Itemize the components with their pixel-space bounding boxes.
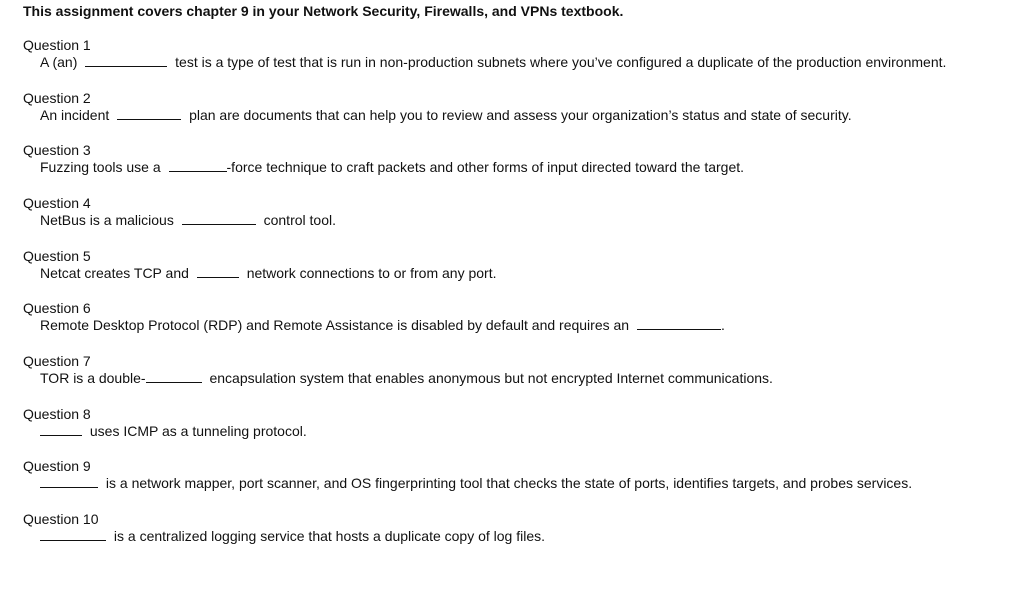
question-label: Question 6 (23, 300, 91, 316)
question-2 (23, 90, 1023, 125)
question-text-before: An incident (40, 107, 110, 123)
question-label: Question 5 (23, 248, 91, 264)
answer-blank[interactable] (169, 159, 227, 172)
question-8 (23, 406, 1023, 441)
question-label: Question 3 (23, 142, 91, 158)
question-text (40, 370, 1023, 388)
question-text (40, 212, 1023, 230)
question-text-after: is a network mapper, port scanner, and OS fingerprinting tool that checks the state of ports, identifies targets, and probes services. (105, 475, 913, 491)
answer-blank[interactable] (182, 212, 256, 225)
answer-blank[interactable] (197, 265, 239, 278)
question-text (40, 528, 1023, 546)
question-9 (23, 458, 1023, 493)
question-text-after: network connections to or from any port. (246, 265, 497, 281)
question-text (40, 317, 1023, 335)
question-text-after: control tool. (263, 212, 336, 228)
question-text (40, 423, 1023, 441)
question-label: Question 7 (23, 353, 91, 369)
question-text-after: uses ICMP as a tunneling protocol. (89, 423, 307, 439)
question-text-before: A (an) (40, 54, 78, 70)
question-text-after: is a centralized logging service that hosts a duplicate copy of log files. (113, 528, 546, 544)
answer-blank[interactable] (117, 107, 181, 120)
answer-blank[interactable] (85, 54, 167, 67)
question-text-after: plan are documents that can help you to review and assess your organization’s status and state of security. (189, 107, 852, 123)
page-title: This assignment covers chapter 9 in your Network Security, Firewalls, and VPNs textbook. (23, 3, 624, 19)
answer-blank[interactable] (146, 370, 202, 383)
question-text (40, 475, 1023, 493)
question-text-before: NetBus is a malicious (40, 212, 174, 228)
answer-blank[interactable] (40, 475, 98, 488)
question-text-after: . (720, 317, 725, 333)
question-3 (23, 142, 1023, 177)
question-text (40, 54, 1023, 72)
question-label: Question 1 (23, 37, 91, 53)
question-text-after: test is a type of test that is run in non-production subnets where you’ve configured a duplicate of the production environment. (175, 54, 947, 70)
question-text (40, 159, 1023, 177)
question-4 (23, 195, 1023, 230)
question-text-before: Netcat creates TCP and (40, 265, 189, 281)
question-text-after: -force technique to craft packets and other forms of input directed toward the target. (226, 159, 745, 175)
question-1 (23, 37, 1023, 72)
answer-blank[interactable] (637, 317, 721, 330)
answer-blank[interactable] (40, 423, 82, 436)
question-5 (23, 248, 1023, 283)
question-text (40, 265, 1023, 283)
answer-blank[interactable] (40, 528, 106, 541)
question-text-before: Remote Desktop Protocol (RDP) and Remote Assistance is disabled by default and requires an (40, 317, 630, 333)
question-7 (23, 353, 1023, 388)
question-label: Question 8 (23, 406, 91, 422)
question-text (40, 107, 1023, 125)
question-label: Question 2 (23, 90, 91, 106)
question-10 (23, 511, 1023, 546)
question-6 (23, 300, 1023, 335)
question-label: Question 10 (23, 511, 99, 527)
question-text-after: encapsulation system that enables anonymous but not encrypted Internet communications. (209, 370, 773, 386)
question-label: Question 4 (23, 195, 91, 211)
question-text-before: TOR is a double- (40, 370, 146, 386)
question-label: Question 9 (23, 458, 91, 474)
question-text-before: Fuzzing tools use a (40, 159, 161, 175)
